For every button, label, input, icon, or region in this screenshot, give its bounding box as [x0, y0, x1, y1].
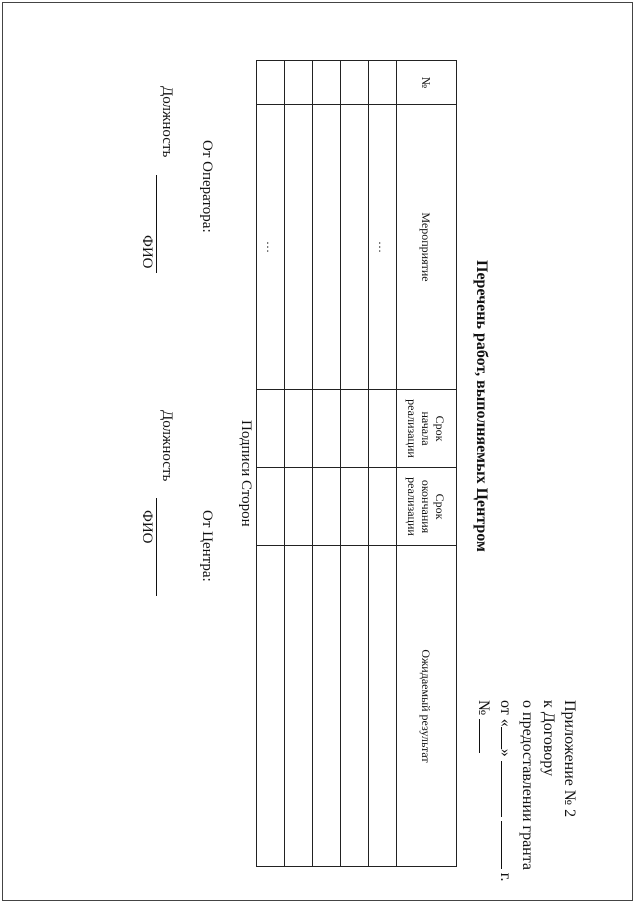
- header-end-date: Срок окончания реализации: [397, 468, 457, 546]
- cell-number: [257, 61, 285, 105]
- month-blank: [501, 761, 517, 817]
- appendix-line-3: о предоставлении гранта: [519, 700, 536, 871]
- cell-number: [285, 61, 313, 105]
- appendix-line-1: Приложение № 2: [561, 700, 578, 818]
- operator-signature-line: [156, 175, 157, 273]
- appendix-block: [473, 700, 580, 882]
- cell-event: …: [257, 105, 285, 390]
- cell-start-date: [257, 390, 285, 468]
- center-label: От Центра:: [199, 510, 215, 582]
- header-number: №: [397, 61, 457, 105]
- center-signature-line: [156, 498, 157, 596]
- table-row: [369, 61, 397, 867]
- number-prefix: №: [475, 700, 492, 716]
- cell-number: [313, 61, 341, 105]
- header-expected-result: Ожидаемый результат: [397, 546, 457, 867]
- table-header-row: [397, 61, 457, 867]
- cell-start-date: [285, 390, 313, 468]
- table-row: [313, 61, 341, 867]
- cell-end-date: [257, 468, 285, 546]
- cell-expected-result: [341, 546, 369, 867]
- operator-position-label: Должность: [159, 86, 175, 158]
- number-blank: [479, 719, 495, 753]
- cell-event: [313, 105, 341, 390]
- document-title: Перечень работ, выполняемых Центром: [473, 260, 490, 552]
- cell-end-date: [313, 468, 341, 546]
- cell-event: …: [369, 105, 397, 390]
- appendix-line-2: к Договору: [540, 700, 557, 777]
- date-mid: »: [497, 748, 514, 757]
- cell-end-date: [369, 468, 397, 546]
- cell-end-date: [341, 468, 369, 546]
- cell-end-date: [285, 468, 313, 546]
- cell-expected-result: [285, 546, 313, 867]
- signatures-heading: Подписи Сторон: [238, 420, 254, 527]
- header-start-date: Срок начала реализации: [397, 390, 457, 468]
- center-fio-label: ФИО: [139, 510, 155, 544]
- cell-start-date: [369, 390, 397, 468]
- cell-event: [285, 105, 313, 390]
- operator-fio-label: ФИО: [139, 235, 155, 269]
- cell-start-date: [341, 390, 369, 468]
- header-event: Мероприятие: [397, 105, 457, 390]
- date-prefix: от «: [497, 700, 514, 727]
- appendix-number-line: [473, 700, 495, 882]
- date-suffix: г.: [497, 872, 514, 882]
- cell-expected-result: [257, 546, 285, 867]
- cell-start-date: [313, 390, 341, 468]
- year-blank: [501, 821, 517, 869]
- cell-number: [369, 61, 397, 105]
- appendix-date-line: [495, 700, 517, 882]
- works-table: [256, 60, 457, 867]
- center-position-label: Должность: [159, 410, 175, 482]
- cell-event: [341, 105, 369, 390]
- cell-number: [341, 61, 369, 105]
- table-row: [341, 61, 369, 867]
- table-row: [257, 61, 285, 867]
- table-row: [285, 61, 313, 867]
- day-blank: [501, 727, 517, 749]
- cell-expected-result: [313, 546, 341, 867]
- cell-expected-result: [369, 546, 397, 867]
- operator-label: От Оператора:: [199, 140, 215, 233]
